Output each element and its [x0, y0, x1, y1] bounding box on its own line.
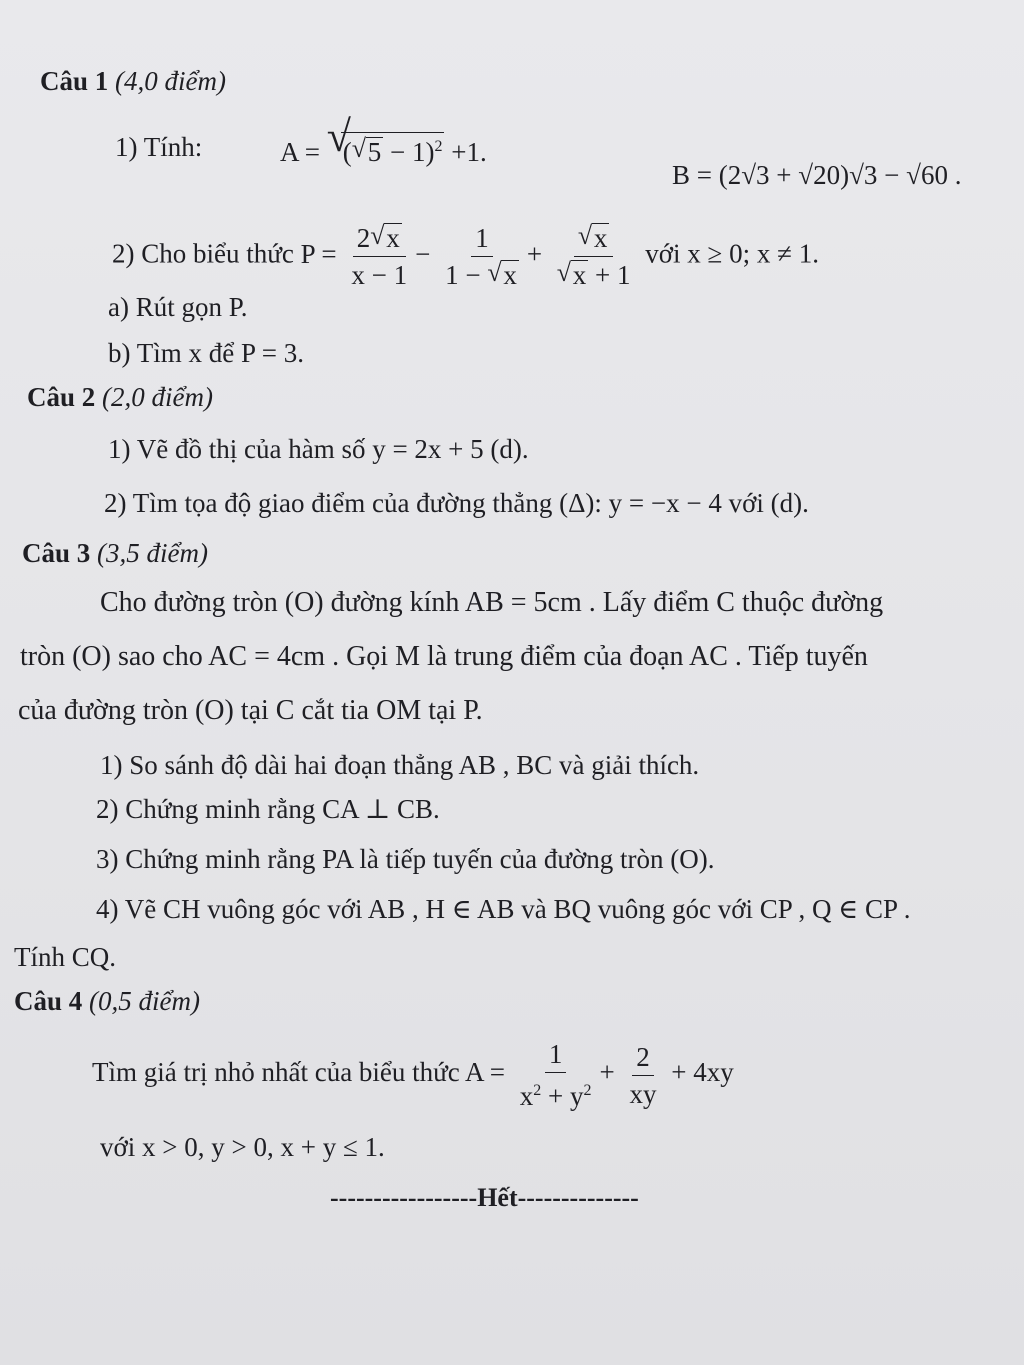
q3-heading-row	[22, 536, 208, 570]
q1-part-b: b) Tìm x để P = 3.	[108, 338, 304, 368]
q2-part1: 1) Vẽ đồ thị của hàm số y = 2x + 5 (d).	[108, 434, 529, 464]
p-frac-1: $\frac{2√ x}{x - 1}$	[347, 222, 411, 291]
q1-heading-row	[40, 64, 226, 98]
q3-text-line2: tròn (O) sao cho AC = 4cm . Gọi M là trung điểm của đoạn AC . Tiếp tuyến	[20, 641, 868, 672]
q2-heading: Câu 2	[27, 382, 96, 412]
q3-part4-cont: Tính CQ.	[14, 942, 117, 972]
expr-a-left: A =	[280, 137, 320, 167]
q4-text-line1: Tìm giá trị nhỏ nhất của biểu thức A = $\frac{1}{x^2 + y^2}$ + $\frac{2}{xy}$ + 4xy	[92, 1039, 734, 1111]
q4-points: (0,5 điểm)	[89, 986, 200, 1016]
q4-frac-2: $\frac{2}{xy}$	[629, 1041, 657, 1109]
q1-part2-label: 2) Cho biểu thức	[112, 238, 294, 269]
q3-part2: 2) Chứng minh rằng CA ⊥ CB.	[96, 794, 440, 824]
q1-part1-label: 1) Tính:	[115, 132, 203, 162]
q3-part3: 3) Chứng minh rằng PA là tiếp tuyến của đường tròn (O).	[96, 844, 715, 874]
q3-part4: 4) Vẽ CH vuông góc với AB , H ∈ AB và BQ vuông góc với CP , Q ∈ CP .	[96, 894, 911, 924]
expr-a-tail: +1.	[451, 137, 487, 167]
q1-expr-b: B = (2√3 + √20)√3 − √60 .	[672, 160, 962, 190]
q1-expr-a	[280, 132, 487, 169]
q2-part2: 2) Tìm tọa độ giao điểm của đường thẳng (Δ): y = −x − 4 với (d).	[104, 488, 809, 518]
q3-heading: Câu 3	[22, 538, 91, 568]
q4-heading: Câu 4	[14, 986, 83, 1016]
q1-part-a: a) Rút gọn P.	[108, 292, 248, 322]
q4-text-line2: với x > 0, y > 0, x + y ≤ 1.	[100, 1132, 385, 1162]
p-expression: P = $\frac{2√ x}{x - 1}$ − $\frac{1}{1 - √ x}$ + √ x √ x + 1	[301, 239, 646, 269]
q4-frac-1: $\frac{1}{x^2 + y^2}$	[519, 1039, 592, 1111]
q3-points: (3,5 điểm)	[97, 538, 208, 568]
q1-heading: Câu 1	[40, 66, 109, 96]
p-frac-2: $\frac{1}{1 - √ x}$	[441, 222, 523, 291]
q4-tail: + 4xy	[671, 1057, 734, 1088]
q3-part1: 1) So sánh độ dài hai đoạn thẳng AB , BC và giải thích.	[100, 750, 700, 780]
q4-heading-row	[14, 984, 200, 1018]
expr-a-inner-sqrt: √ 5	[352, 137, 384, 166]
q1-part2-row	[112, 222, 819, 291]
end-marker: -----------------Hết--------------	[330, 1183, 639, 1212]
q2-points: (2,0 điểm)	[102, 382, 213, 412]
q3-text-line3: của đường tròn (O) tại C cắt tia OM tại P.	[18, 695, 483, 726]
q3-text-line1: Cho đường tròn (O) đường kính AB = 5cm . Lấy điểm C thuộc đường	[100, 587, 884, 618]
q1-condition: với x ≥ 0; x ≠ 1.	[645, 238, 819, 269]
p-frac-3: √ x √ x + 1	[553, 222, 635, 291]
q2-heading-row	[27, 380, 213, 414]
q1-points: (4,0 điểm)	[115, 66, 226, 96]
expr-a-sqrt: √ (√ 5 − 1)$^2$	[327, 132, 445, 169]
q4-prefix: Tìm giá trị nhỏ nhất của biểu thức A =	[92, 1057, 506, 1088]
